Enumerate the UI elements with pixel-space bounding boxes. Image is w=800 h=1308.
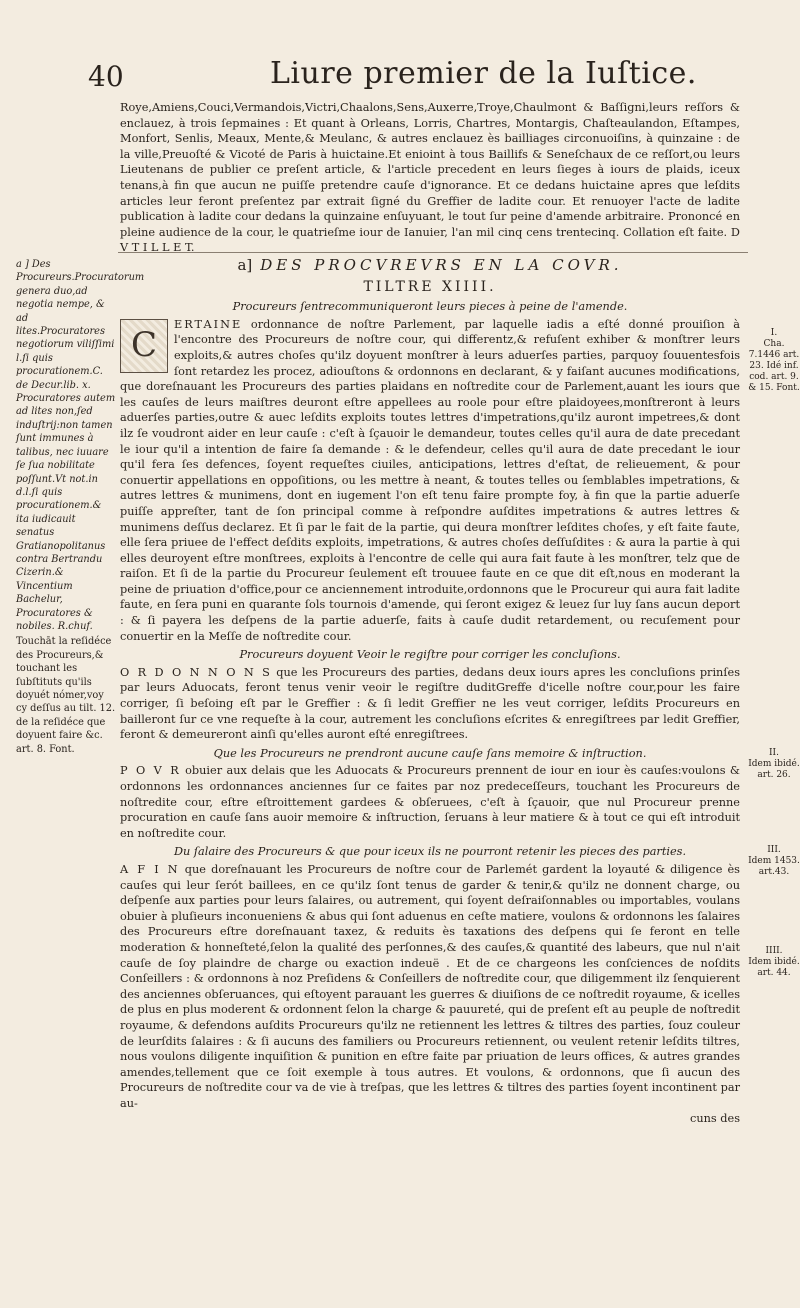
article-lead-1: ERTAINE (174, 317, 243, 331)
french-gloss: Touchāt la reſidéce des Procureurs,& touchant les ſubſtituts qu'ils doyuét nómer,voy cy deſſus au tilt. 12. de la reſidéce que doyuent faire &c. art. 8. Font. (16, 636, 116, 755)
section-heading-text: DES PROCVREVRS EN LA COVR. (260, 256, 623, 274)
tiltre-label: TILTRE XIIII. (363, 278, 497, 295)
section-rule (118, 252, 748, 253)
right-note-num-4: IIII. (765, 946, 783, 956)
article-lead-4: A F I N (120, 862, 180, 876)
article-text-4: que doreſnauant les Procureurs de noſtre cour de Parlemét gardent la loyauté & diligence ès cauſes qui leur ſerót baillees, en ce qu'ilz ſont tenus de garder & tenir,& qu'ilz ne donnent charge, ou deſpenſe aux parties pour leurs ſalaires, ou autrement, qui ſoyent deſraiſonnables ou importables, voulans obuier à pluſieurs inconueniens & abus qui ſont aduenus en ceſte matiere, voulons & ordonnons les ſalaires des Procureurs eſtre doreſnauant taxez, & reduits ès taxations des deſpens qui ſe feront en telle moderation & honneſteté,ſelon la qualité des perſonnes,& des cauſes,& quantité des labeurs, que nul n'ait cauſe de ſoy plaindre de charge ou exaction indeuë . Et de ce chargeons les conſciences de noſdits Conſeillers : & ordonnons à noz Preſidens & Conſeillers de noſtredite cour, que diligemment ilz ſenquierent des anciennes obſeruances, qui eſtoyent parauant les guerres & diuiſions de ce noſtredit royaume, & icelles de plus en plus moderent & ordonnent ſelon la charge & pauureté, qui de preſent eſt au peuple de noſtredit royaume, & defendons auſdits Procureurs qu'ilz ne retiennent les lettres & tiltres des parties, ſouz couleur de leurſdits ſalaires : & ſi aucuns des familiers ou Procureurs retiennent, ou veulent retenir leſdits tiltres, nous voulons diligente inquiſition & punition en eſtre faite par priuation de leurs offices, & autres grandes amendes,tellement que ce ſoit exemple à tous autres. Et voulons, & ordonnons, que ſi aucun des Procureurs de noſtredite cour va de vie à treſpas, que les lettres & tiltres des parties ſoyent incontinent par au- (120, 862, 740, 1110)
article-1 (120, 317, 740, 644)
section-heading (120, 258, 740, 274)
article-text-1: ordonnance de noſtre Parlement, par laquelle iadis a eſté donné prouiſion à l'encontre des Procureurs de noſtre cour, qui differentz,& refuſent exhiber & monſtrer leurs exploits,& autres choſes qu'ilz doyuent monſtrer à leurs aduerſes parties, parquoy ſouuentesfois ſont retardez les procez, adiouſtons & ordonnons en declarant, & y faiſant aucunes modifications, que doreſnauant les Procureurs des parties plaidans en noſtredite cour de Parlement,auant les iours que les cauſes de leurs maiſtres deuront eſtre appellees au roole pour eſtre plaidoyees,monſtreront à leurs aduerſes parties,outre & auec leſdits exploits toutes lettres d'impetrations,qu'ilz auront impetrees,& dont ilz ſe voudront aider en leur cauſe : c'eſt à ſçauoir le demandeur, toutes celles qu'il aura de date precedant le iour qu'il a intention de faire ſa demande : & le defendeur, celles qu'il aura de date precedant le iour qu'il fera ſes defences, ſoyent requeſtes ciuiles, anticipations, lettres d'eſtat, de relieuement, & pour conuertir appellations en oppoſitions, ou les mettre à neant, & toutes telles ou ſemblables impetrations, & autres lettres & munimens, dont en iugement l'on eſt tenu faire prompte foy, à fin que la partie aduerſe puiſſe appreſter, tant de ſon principal comme à reſpondre auſdites impetrations & autres lettres & munimens deſſus declarez. Et ſi par le fait de la partie, qui deura monſtrer leſdites choſes, y eſt faite faute, elle ſera priuee de l'effect deſdits exploits, impetrations, & autres choſes deſſuſdites : & aura la partie à qui elles deuroyent eſtre monſtrees, exploits à l'encontre de celle qui aura fait faute à les monſtrer, telz que de raiſon. Et ſi de la partie du Procureur ſeulement eſt trouuee faute en ce que dit eſt,nous en moderant la peine de priuation d'office,pour ce anciennement introduite,ordonnons que le Procureur qui aura fait ladite faute, en ſera puni en quarante ſols tournois d'amende, qui ſeront exigez & leuez ſur luy ſans aucun deport : & ſi payera les deſpens de la partie aduerſe, faits à cauſe dudit retardement, ou recuſement pour conuertir en la Meſſe de noſtredite cour. (120, 317, 740, 643)
article-rubric-3: Que les Procureurs ne prendront aucune cauſe ſans memoire & inſtruction. (213, 746, 647, 760)
right-note-3 (748, 845, 800, 878)
right-note-num-2: II. (769, 748, 779, 758)
right-note-2 (748, 748, 800, 781)
right-note-num-3: III. (767, 845, 781, 855)
top-paragraph (120, 100, 740, 256)
right-note-ref-2: Idem ibidé. art. 26. (748, 759, 800, 780)
right-note-4 (748, 946, 800, 979)
right-note-ref-1: Cha. 7.1446 art. 23. Idé inf. cod. art. 9. & 15. Font. (748, 339, 800, 393)
right-note-1 (748, 328, 800, 394)
page-number: 40 (88, 60, 124, 93)
article-rubric-4: Du ſalaire des Procureurs & que pour iceux ils ne pourront retenir les pieces des parties. (173, 845, 687, 859)
latin-gloss: a ] Des Procureurs.Procuratorum genera duo,ad negotia nempe, & ad lites.Procuratores negotiorum viliſſimi l.ſi quis procurationem.C. de Decur.lib. x. Procuratores autem ad lites non,ſed induſtrij:non tamen ſunt immunes à talibus, nec iuuare ſe ſua nobilitate poſſunt.Vt not.in d.l.ſi quis procurationem.& ita iudicauit senatus Gratianopolitanus contra Bertrandu Cizerin.& Vincentium Bachelur, Procuratores & nobiles. R.chuf. (16, 259, 145, 632)
decorated-initial-icon: C (120, 319, 168, 373)
right-note-num-1: I. (770, 328, 778, 338)
article-2 (120, 665, 740, 743)
main-text (120, 254, 740, 1127)
article-text-2: que les Procureurs des parties, dedans deux iours apres les concluſions prinſes par leurs Aduocats, feront tenus venir veoir le regiſtre duditGreffe d'icelle noſtre cour,pour les faire corriger, ſi beſoing eſt par le Greffier : & ſi ledit Greffier ne les veut corriger, leſdits Procureurs en bailleront ſur ce vne requeſte à la cour, autrement les concluſions eſcrites & enregiſtrees par ledit Greffier, feront & demeureront ainſi qu'elles auront eſté enregiſtrees. (120, 665, 740, 742)
section-marker: a] (237, 256, 253, 274)
article-lead-2: O R D O N N O N S (120, 665, 272, 679)
article-rubric-1: Procureurs ſentrecommuniqueront leurs pieces à peine de l'amende. (232, 300, 628, 314)
article-3 (120, 763, 740, 841)
article-rubric-2: Procureurs doyuent Veoir le regiſtre pour corriger les concluſions. (239, 648, 621, 662)
right-note-ref-3: Idem 1453. art.43. (748, 856, 800, 877)
article-4 (120, 862, 740, 1112)
top-paragraph-text: Roye,Amiens,Couci,Vermandois,Victri,Chaalons,Sens,Auxerre,Troye,Chaulmont & Baſſigni,leurs reſſors & enclauez, à trois ſepmaines : Et quant à Orleans, Lorris, Chartres, Montargis, Chaſteaulandon, Eſtampes, Monfort, Senlis, Meaux, Mente,& Meulanc, & autres enclauez ès bailliages circonuoiſins, à quinzaine : de la ville,Preuoſté & Vicoté de Paris à huictaine.Et enioint à tous Baillifs & Seneſchaux de ce reſſort,ou leurs Lieutenans de publier ce preſent article, & l'article precedent en leurs ſieges à iours de plaids, iceux tenans,à fin que aucun ne puiſſe pretendre cauſe d'ignorance. Et ce dedans huictaine apres que leſdits articles leur feront preſentez par extrait ſigné du Greffier de ladite cour. Et renuoyer l'acte de ladite publication à ladite cour dedans la quinzaine enſuyuant, le tout ſur peine d'amende arbitraire. Prononcé en pleine audience de la cour, le quatrieſme iour de Ianuier, l'an mil cinq cens trentecinq. Collation eſt faite. D V T I L L E T. (120, 101, 740, 255)
right-note-ref-4: Idem ibidé. art. 44. (748, 957, 800, 978)
catchword: cuns des (690, 1112, 740, 1126)
left-marginalia (16, 258, 145, 756)
article-text-3: obuier aux delais que les Aduocats & Procureurs prennent de iour en iour ès cauſes:voulons & ordonnons les ordonnances anciennes ſur ce faites par noz predeceſſeurs, touchant les Procureurs de noſtredite cour, eſtre eſtroittement gardees & obſeruees, c'eſt à ſçauoir, que nul Procureur prenne procuration en cauſe ſans auoir memoire & inſtruction, ſeruans à leur matiere & à tout ce qui eſt introduit en noſtredite cour. (120, 764, 740, 840)
article-lead-3: P O V R (120, 764, 181, 778)
running-title: Liure premier de la Iuſtice. (270, 56, 697, 91)
